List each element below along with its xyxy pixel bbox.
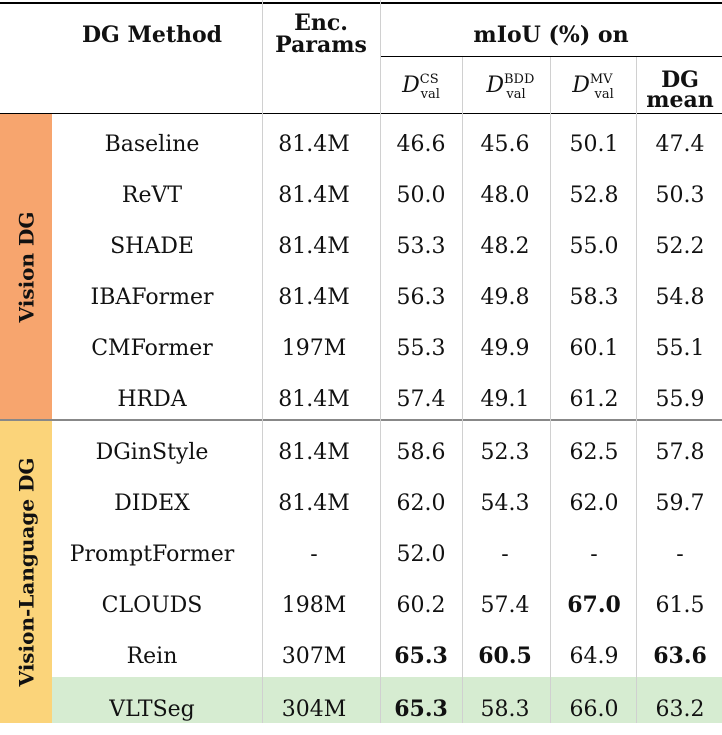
cell-mv: 61.2: [569, 387, 619, 412]
cell-bdd: 57.4: [480, 593, 530, 618]
header-miou: mIoU (%) on: [473, 22, 629, 48]
cell-bdd-best: 60.5: [478, 643, 532, 669]
header-mv-val: $D^{MV}_{val}$: [572, 72, 614, 102]
header-rule: [0, 113, 722, 114]
cell-params: 81.4M: [278, 234, 350, 259]
cell-params: 81.4M: [278, 440, 350, 465]
table-row: [52, 323, 722, 374]
cell-method: SHADE: [110, 234, 194, 259]
header-enc-params: Enc. Params: [275, 10, 367, 58]
cell-cs: 53.3: [396, 234, 446, 259]
cell-cs: 52.0: [396, 542, 446, 567]
cell-mv: 66.0: [569, 697, 619, 722]
cell-params: 81.4M: [278, 285, 350, 310]
cell-cs: 57.4: [396, 387, 446, 412]
cell-cs: 62.0: [396, 491, 446, 516]
cell-params: 81.4M: [278, 491, 350, 516]
cell-mean: 63.2: [655, 697, 705, 722]
top-rule: [0, 2, 722, 4]
table-row: [52, 529, 722, 580]
cell-cs: 58.6: [396, 440, 446, 465]
cell-mean: 52.2: [655, 234, 705, 259]
cell-params: 307M: [281, 644, 347, 669]
miou-underline: [380, 56, 722, 57]
cell-mean: -: [676, 542, 684, 567]
cell-mv: 62.5: [569, 440, 619, 465]
table-row: [52, 170, 722, 221]
cell-bdd: 45.6: [480, 132, 530, 157]
cell-cs: 50.0: [396, 183, 446, 208]
cell-method: PromptFormer: [69, 542, 235, 567]
table-row: [52, 221, 722, 272]
cell-mean: 50.3: [655, 183, 705, 208]
cell-method: HRDA: [117, 387, 187, 412]
table-row: [52, 580, 722, 631]
cell-bdd: 54.3: [480, 491, 530, 516]
cell-bdd: 48.0: [480, 183, 530, 208]
cell-mv: -: [590, 542, 598, 567]
cell-mean-best: 63.6: [653, 643, 707, 669]
table-row: [52, 478, 722, 529]
cell-bdd: 49.9: [480, 336, 530, 361]
cell-method: ReVT: [121, 183, 183, 208]
cell-cs-best: 65.3: [394, 696, 448, 722]
cell-params: 198M: [281, 593, 347, 618]
cell-method: DIDEX: [114, 491, 190, 516]
cell-mv: 58.3: [569, 285, 619, 310]
cell-mv: 55.0: [569, 234, 619, 259]
header-dg-method: DG Method: [81, 22, 223, 48]
cell-mean: 55.9: [655, 387, 705, 412]
cell-mv: 50.1: [569, 132, 619, 157]
table-row-highlighted: [52, 684, 722, 735]
cell-method: DGinStyle: [95, 440, 209, 465]
cell-bdd: 58.3: [480, 697, 530, 722]
cell-mv: 62.0: [569, 491, 619, 516]
cell-method: CMFormer: [91, 336, 213, 361]
cell-params: 197M: [281, 336, 347, 361]
cell-mean: 54.8: [655, 285, 705, 310]
cell-method: CLOUDS: [101, 593, 203, 618]
cell-mv: 60.1: [569, 336, 619, 361]
cell-mean: 57.8: [655, 440, 705, 465]
header-dg-mean: DG mean: [646, 67, 714, 113]
cell-mean: 61.5: [655, 593, 705, 618]
cell-method: VLTSeg: [109, 697, 195, 722]
cell-mv-best: 67.0: [567, 592, 621, 618]
cell-cs: 56.3: [396, 285, 446, 310]
cell-bdd: 52.3: [480, 440, 530, 465]
cell-params: 81.4M: [278, 387, 350, 412]
category-vision-dg: Vision DG: [0, 114, 52, 419]
cell-params: 81.4M: [278, 183, 350, 208]
table-row: [52, 272, 722, 323]
cell-method: IBAFormer: [90, 285, 214, 310]
table-row: [52, 119, 722, 170]
cell-cs-best: 65.3: [394, 643, 448, 669]
cell-mv: 52.8: [569, 183, 619, 208]
cell-params: 304M: [281, 697, 347, 722]
cell-cs: 55.3: [396, 336, 446, 361]
cell-method: Rein: [126, 644, 178, 669]
cell-mv: 64.9: [569, 644, 619, 669]
header-cs-val: $D^{CS}_{val}$: [402, 72, 440, 102]
cell-params: 81.4M: [278, 132, 350, 157]
table-row: [52, 374, 722, 425]
category-vision-language-dg: Vision-Language DG: [0, 421, 52, 723]
cell-cs: 46.6: [396, 132, 446, 157]
cell-mean: 55.1: [655, 336, 705, 361]
cell-method: Baseline: [104, 132, 200, 157]
table-row: [52, 631, 722, 682]
cell-mean: 47.4: [655, 132, 705, 157]
cell-bdd: -: [501, 542, 509, 567]
cell-bdd: 48.2: [480, 234, 530, 259]
cell-cs: 60.2: [396, 593, 446, 618]
cell-bdd: 49.8: [480, 285, 530, 310]
cell-params: -: [310, 542, 318, 567]
cell-mean: 59.7: [655, 491, 705, 516]
table-row: [52, 427, 722, 478]
header-bdd-val: $D^{BDD}_{val}$: [486, 72, 535, 102]
cell-bdd: 49.1: [480, 387, 530, 412]
